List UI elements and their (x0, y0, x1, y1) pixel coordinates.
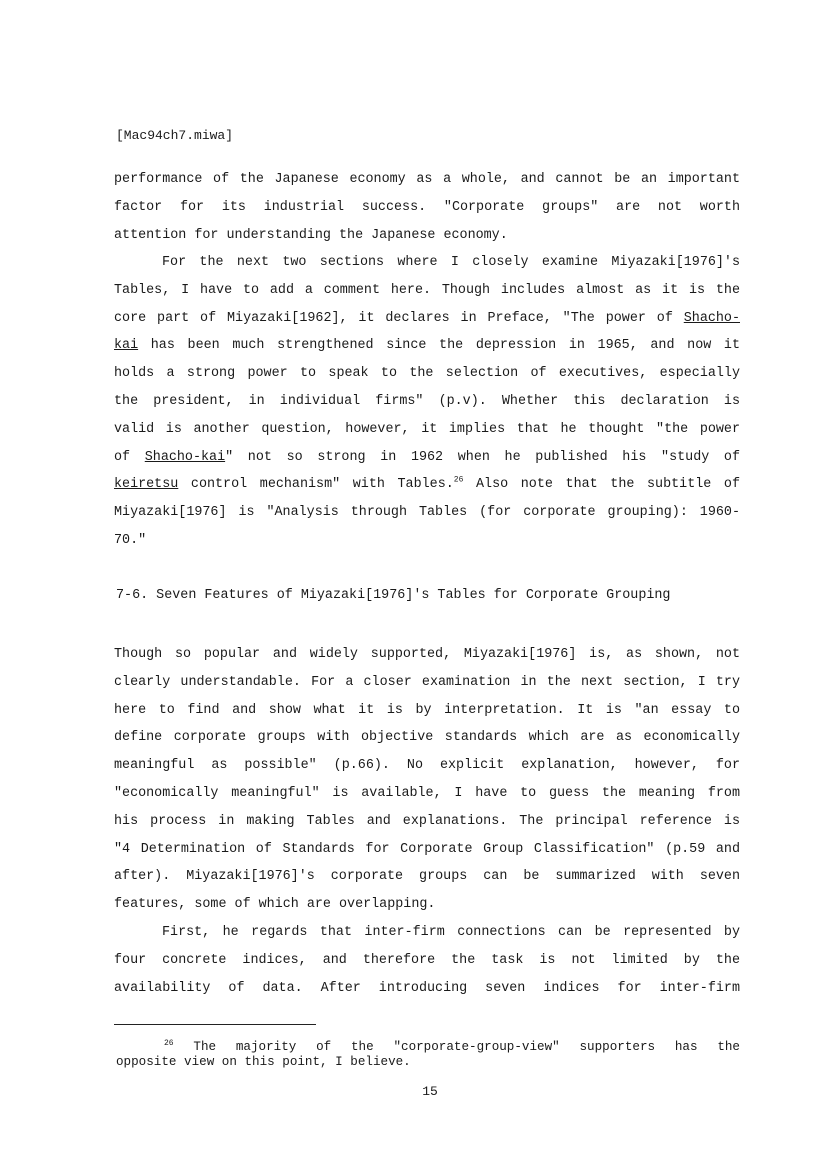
paragraph-3 (114, 641, 740, 919)
text-line: define corporate groups with objective standards which are as economically (114, 730, 740, 746)
text-line: performance of the Japanese economy as a whole, and cannot be an important (114, 172, 740, 187)
text-line: attention for understanding the Japanese economy. (114, 227, 508, 243)
text-line: of Shacho-kai" not so strong in 1962 when he published his "study of (114, 449, 741, 465)
underlined-term: Shacho- (683, 310, 740, 326)
text-line: holds a strong power to speak to the selection of executives, especially (114, 366, 740, 382)
underlined-term: keiretsu (114, 477, 179, 493)
paragraph-4 (114, 919, 740, 1002)
text-line: clearly understandable. For a closer examination in the next section, I try (114, 674, 740, 690)
text-line: keiretsu control mechanism" with Tables.$^{26}$ Also note that the subtitle of (114, 475, 740, 493)
file-header: [Mac94ch7.miwa] (116, 128, 234, 143)
text-line: factor for its industrial success. "Corporate groups" are not worth (114, 199, 740, 215)
footnote-line: $^{26}$ The majority of the "corporate-group-view" supporters has the (164, 1038, 740, 1054)
page-number: 15 (422, 1084, 438, 1099)
underlined-term: Shacho-kai (144, 449, 226, 465)
footnote-line: opposite view on this point, I believe. (116, 1055, 411, 1069)
text-line: Tables, I have to add a comment here. Though includes almost as it is the (114, 282, 740, 298)
underlined-term: kai (114, 338, 139, 354)
text-line: here to find and show what it is by interpretation. It is "an essay to (114, 702, 740, 718)
text-line: valid is another question, however, it implies that he thought "the power (114, 421, 740, 437)
footnote-divider (114, 1024, 316, 1025)
section-heading: 7-6. Seven Features of Miyazaki[1976]'s Tables for Corporate Grouping (116, 588, 671, 603)
paragraph-1 (114, 166, 740, 249)
text-line: For the next two sections where I closely examine Miyazaki[1976]'s (162, 255, 740, 270)
paragraph-2 (114, 249, 740, 555)
text-line: "economically meaningful" is available, I have to guess the meaning from (114, 785, 740, 801)
footnote-marker: 26 (164, 1038, 174, 1048)
text-line: four concrete indices, and therefore the task is not limited by the (114, 952, 740, 968)
footnote-marker: 26 (453, 475, 464, 485)
footnote (116, 1040, 740, 1070)
text-line: Though so popular and widely supported, Miyazaki[1976] is, as shown, not (114, 647, 740, 662)
text-line: kai has been much strengthened since the depression in 1965, and now it (114, 338, 740, 354)
text-line: his process in making Tables and explanations. The principal reference is (114, 813, 740, 829)
text-line: meaningful as possible" (p.66). No explicit explanation, however, for (114, 758, 740, 774)
text-line: 70." (114, 532, 147, 548)
text-line: features, some of which are overlapping. (114, 897, 436, 913)
text-line: Miyazaki[1976] is "Analysis through Tables (for corporate grouping): 1960- (114, 505, 740, 521)
text-line: the president, in individual firms" (p.v). Whether this declaration is (114, 393, 740, 409)
text-line: First, he regards that inter-firm connections can be represented by (162, 925, 740, 940)
text-line: "4 Determination of Standards for Corporate Group Classification" (p.59 and (114, 841, 740, 857)
text-line: after). Miyazaki[1976]'s corporate groups can be summarized with seven (114, 869, 740, 885)
text-line: core part of Miyazaki[1962], it declares in Preface, "The power of Shacho- (114, 310, 740, 326)
text-line: availability of data. After introducing seven indices for inter-firm (114, 980, 740, 996)
